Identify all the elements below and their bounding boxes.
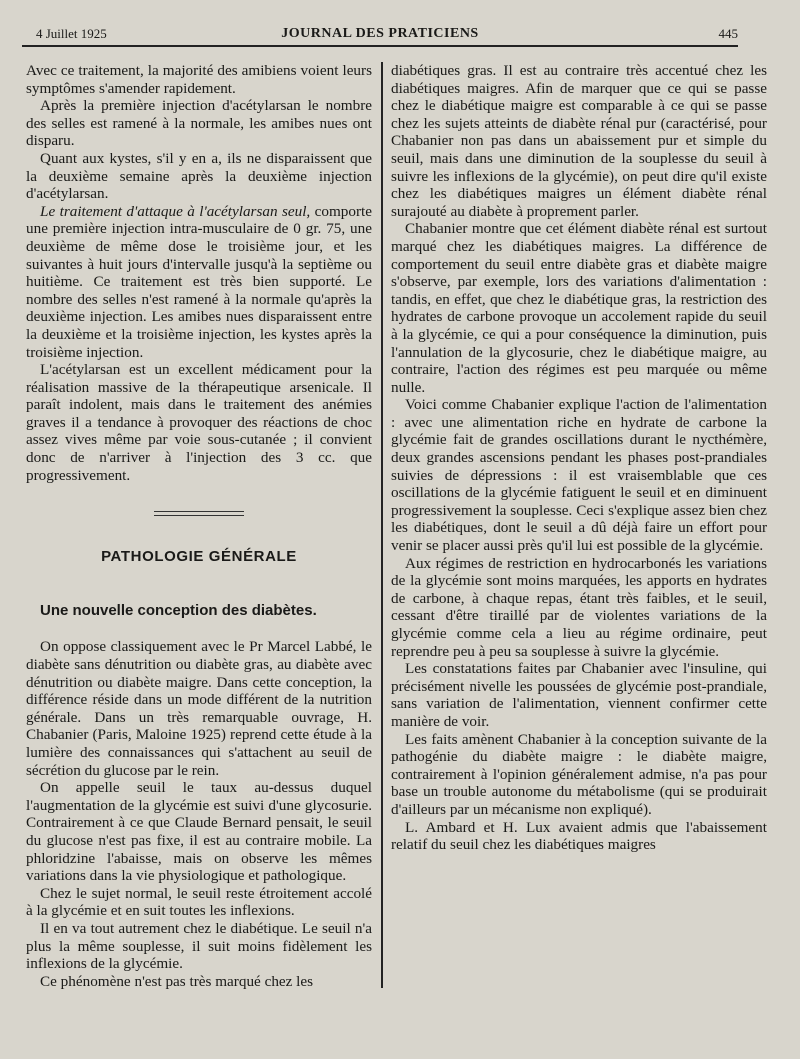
paragraph: Chez le sujet normal, le seuil reste étroitement accolé à la glycémie et en suit toutes les inflexions. bbox=[26, 884, 372, 920]
paragraph: Quant aux kystes, s'il y en a, ils ne disparaissent que la deuxième semaine après la deuxième injection d'acétylarsan. bbox=[26, 149, 372, 203]
left-column bbox=[26, 62, 372, 990]
header-rule bbox=[22, 45, 738, 47]
section-ornament bbox=[154, 511, 244, 516]
section-heading: PATHOLOGIE GÉNÉRALE bbox=[101, 548, 297, 566]
right-column bbox=[391, 62, 767, 854]
paragraph: On appelle seuil le taux au-dessus duquel l'augmentation de la glycémie est suivi d'une glycosurie. Contrairement à ce que Claude Bernard pensait, le seuil du glucose n'est pas fixe, il est au contraire mobile. La phloridzine l'abaisse, mais on observe les mêmes variations dans la vie physiologique et pathologique. bbox=[26, 779, 372, 885]
page-number: 445 bbox=[718, 26, 738, 41]
paragraph: Aux régimes de restriction en hydrocarbonés les variations de la glycémie sont moins marquées, les apports en hydrates de carbone, à chaque repas, étant très faibles, et le seuil, cessant d'être tiraillé par de violentes variations de la glycémie comme cela a lieu au régime ordinaire, peut reprendre peu à peu sa souplesse à suivre la glycémie. bbox=[391, 554, 767, 660]
attack-treatment-body: comporte une première injection intra-musculaire de 0 gr. 75, une deuxième de même dose le troisième jour, et les suivantes à huit jours d'intervalle jusqu'à la septième ou huitième. Ce traitement est très bien supporté. Le nombre des selles n'est ramené à la normale qu'après la deuxième injection. Les amibes nues disparaissent entre la deuxième et la troisième injection, les kystes après la troisième injection. bbox=[26, 202, 372, 361]
paragraph: Avec ce traitement, la majorité des amibiens voient leurs symptômes s'amender rapidement. bbox=[26, 62, 372, 97]
paragraph: Voici comme Chabanier explique l'action de l'alimentation : avec une alimentation riche en hydrate de carbone la glycémie fait de grandes oscillations durant le nycthémère, deux grandes ascensions pendant les phases post-prandiales suivies de dépressions : il est vraisemblable que ces oscillations de la glycémie fatiguent le seuil et en diminuent progressivement la souplesse. Ceci s'explique assez bien chez les diabétiques, dont le seuil a dû déjà faire un effort pour venir se placer aussi près qu'il lui est possible de la glycémie. bbox=[391, 396, 767, 555]
paragraph: Il en va tout autrement chez le diabétique. Le seuil n'a plus la même souplesse, il suit moins fidèlement les inflexions de la glycémie. bbox=[26, 919, 372, 973]
header-date: 4 Juillet 1925 bbox=[36, 26, 107, 41]
attack-treatment-paragraph bbox=[26, 203, 372, 361]
attack-treatment-heading: Le traitement d'attaque à l'acétylarsan seul, bbox=[40, 202, 311, 220]
paragraph: L'acétylarsan est un excellent médicament pour la réalisation massive de la thérapeutique arsenicale. Il paraît indolent, mais dans le traitement des anémies graves il a tendance à provoquer des réactions de choc assez vives même par voie sous-cutanée ; il convient donc de n'arriver à l'injection des 3 cc. que progressivement. bbox=[26, 361, 372, 484]
paragraph: diabétiques gras. Il est au contraire très accentué chez les diabétiques maigres. Afin de marquer que ce qui se passe chez le diabétique maigre est comparable à ce qui se passe chez les sujets atteints de diabète rénal pur (caractérisé, pour Chabanier non pas dans un abaissement pur et simple du seuil, mais dans une diminution de la souplesse du seuil à suivre les inflexions de la glycémie), on peut dire qu'il existe chez les diabétiques maigres un élément diabète rénal surajouté au diabète à proprement parler. bbox=[391, 62, 767, 220]
paragraph: Les faits amènent Chabanier à la conception suivante de la pathogénie du diabète maigre : le diabète maigre, contrairement à l'opinion généralement admise, n'a pas pour base un trouble autonome du métabolisme (qui se produirait d'ailleurs par un mécanisme non expliqué). bbox=[391, 730, 767, 818]
paragraph: Ce phénomène n'est pas très marqué chez les bbox=[40, 972, 314, 990]
paragraph: On oppose classiquement avec le Pr Marcel Labbé, le diabète sans dénutrition ou diabète gras, au diabète avec dénutrition ou diabète maigre. Dans cette conception, la différence réside dans un mode différent de la nutrition générale. Dans un très remarquable ouvrage, H. Chabanier (Paris, Maloine 1925) reprend cette étude à la lumière des connaissances qui s'attachent au seuil de sécrétion du glucose par le rein. bbox=[26, 638, 372, 779]
column-divider bbox=[381, 62, 383, 988]
paragraph: Chabanier montre que cet élément diabète rénal est surtout marqué chez les diabétiques maigres. La différence de comportement du seuil entre diabète gras et diabète maigre s'observe, par exemple, lors des variations d'alimentation : tandis, en effet, que chez le diabétique gras, la restriction des hydrates de carbone provoque un accolement rapide du seuil à la glycémie, ce qui a pour conséquence la diminution, puis l'annulation de la glycosurie, chez le diabétique maigre, au contraire, l'action des régimes est peu marquée ou même nulle. bbox=[391, 220, 767, 396]
paragraph: L. Ambard et H. Lux avaient admis que l'abaissement relatif du seuil chez les diabétiques maigres bbox=[391, 818, 767, 854]
journal-title: JOURNAL DES PRATICIENS bbox=[281, 26, 479, 41]
article-title: Une nouvelle conception des diabètes. bbox=[40, 601, 317, 619]
paragraph: Les constatations faites par Chabanier avec l'insuline, qui précisément nivelle les poussées de glycémie post-prandiale, sans variation de l'alimentation, viennent confirmer cette manière de voir. bbox=[391, 660, 767, 730]
paragraph: Après la première injection d'acétylarsan le nombre des selles est ramené à la normale, les amibes nues ont disparu. bbox=[26, 97, 372, 150]
